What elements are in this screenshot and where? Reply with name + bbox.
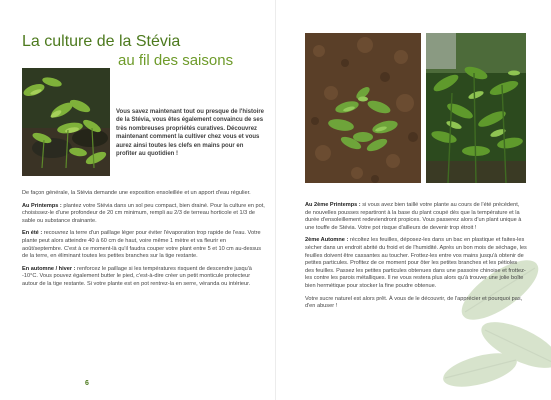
page-subtitle: au fil des saisons [118, 52, 234, 69]
autumn2-label: 2ème Automne : [305, 237, 349, 244]
spring-paragraph [22, 203, 267, 226]
summer-paragraph [22, 230, 267, 260]
mature-plants-photo [426, 33, 526, 183]
spring-label: Au Printemps : [22, 202, 62, 209]
autumn-label: En automne / hiver : [22, 265, 76, 272]
autumn-text: renforcez le paillage si les températures risquent de descendre jusqu'à -10°C. Vous pouvez également butter le pied, c'est-à-dire créer un petit monticule protecteur autour de la tige restante. Si votre plante est en pot rentrez-la en serre, véranda ou intérieur. [22, 265, 252, 287]
spring2-label: Au 2ème Printemps : [305, 202, 361, 208]
closing-paragraph: Votre sucre naturel est alors prêt. À vous de le découvrir, de l'apprécier et pourquoi pas, d'en abuser ! [305, 295, 523, 310]
autumn2-paragraph [305, 237, 527, 290]
summer-text: recouvrez la terre d'un paillage léger pour éviter l'évaporation trop rapide de l'eau. Votre plante peut alors atteindre 40 à 60 cm de haut, voire même 1 mètre et va fleurir en août/septembre. C'est à ce moment-là qu'il faudra couper votre plant entre 5 et 10 cm au-dessus de la terre, en éliminant toutes les petites branches sur la tige restante. [22, 230, 262, 260]
general-paragraph: De façon générale, la Stévia demande une exposition ensoleillée et un apport d'eau régulier. [22, 190, 251, 196]
summer-label: En été : [22, 230, 43, 237]
young-plant-photo [305, 33, 421, 183]
page-title: La culture de la Stévia [22, 33, 181, 50]
intro-paragraph: Vous savez maintenant tout ou presque de l'histoire de la Stévia, vous êtes également convaincu de ses très nombreuses propriétés curatives. Découvrez maintenant comment la cultiver chez vous et vous aurez ainsi toutes les clefs en mains pour en profiter au quotidien ! [116, 109, 265, 158]
page-number: 6 [85, 380, 89, 387]
spring-text: plantez votre Stévia dans un sol peu compact, bien drainé. Pour la culture en pot, choisissez-le d'une profondeur de 20 cm minimum, rempli au 2/3 de terreau horticole et 1/3 de sable ou substance drainante. [22, 202, 265, 224]
autumn-paragraph [22, 266, 267, 289]
spring2-text: si vous avez bien taillé votre plante au cours de l'été précédent, de nouvelles pousses repartiront à la base du plant coupé dès que la température et la durée d'ensoleillement redeviendront propices. Vous passerez alors d'un plant unique à une touffe de Stévia. Votre pot risque d'ailleurs de devenir trop étroit ! [305, 202, 522, 231]
page-gutter [275, 0, 276, 400]
right-text-column [305, 202, 527, 316]
spring2-paragraph [305, 202, 527, 232]
autumn2-text: récoltez les feuilles, déposez-les dans un bac en plastique et faites-les sécher dans un endroit abrité du froid et de l'humidité. Après un bon mois de séchage, les feuilles doivent être cassantes au toucher. Frottez-les entre vos mains jusqu'à obtenir de petites particules. Profitez de ce moment pour ôter les petites branches et les pétioles des feuilles. Passez les petites particules obtenues dans une passoire chinoise et frottez-les contre les parois métalliques. Il ne vous restera plus alors qu'à trouver une jolie boîte bien hermétique pour stocker la fine poudre obtenue. [305, 237, 527, 289]
seedlings-photo [22, 68, 110, 176]
left-text-column [22, 190, 267, 294]
